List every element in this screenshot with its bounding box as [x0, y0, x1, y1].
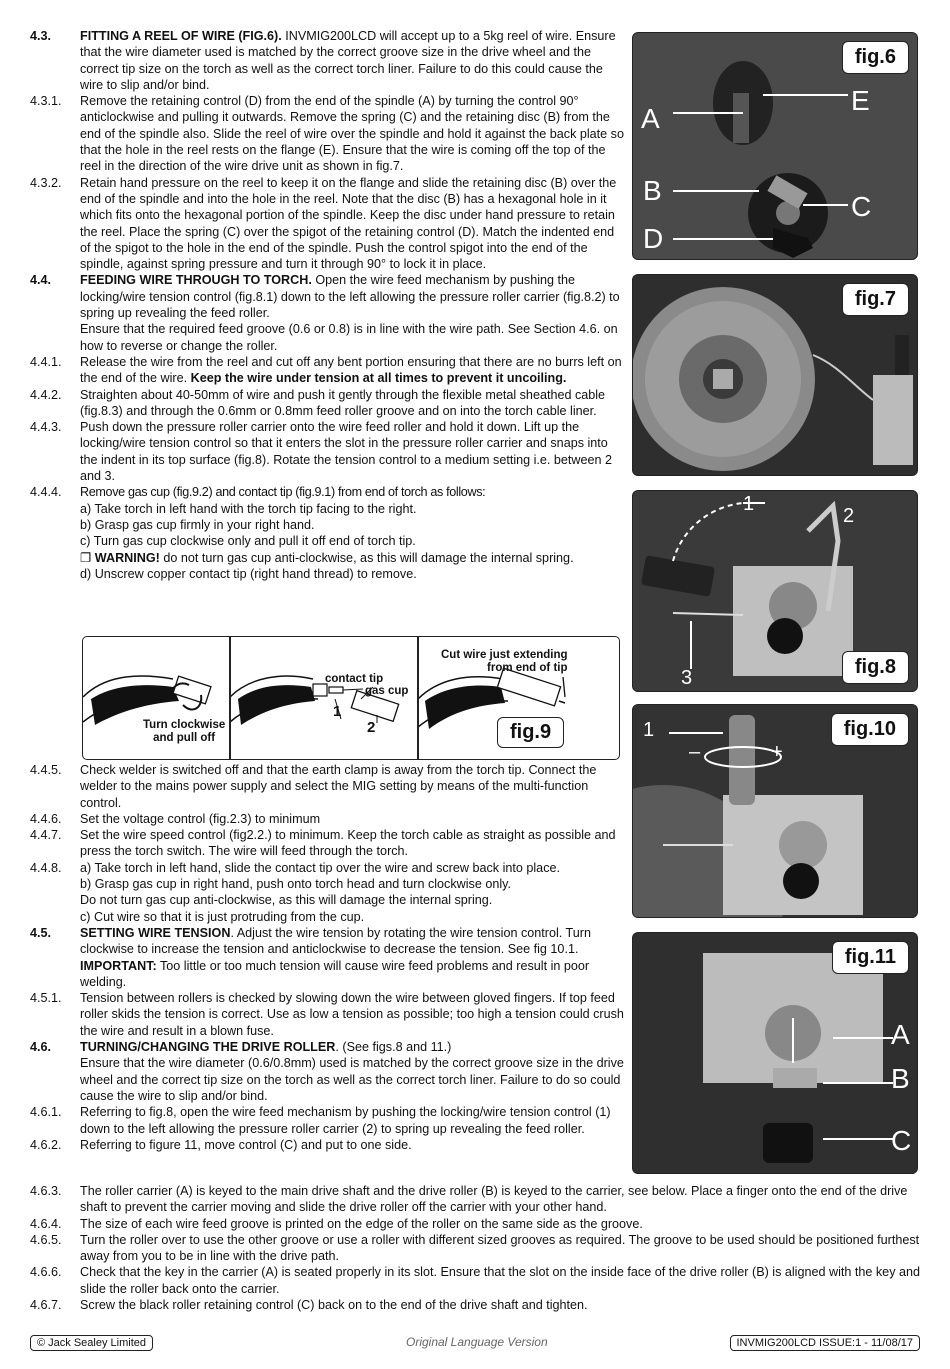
fig9-cut-wire-caption: Cut wire just extending from end of tip — [441, 649, 568, 674]
step-number: 4.4.4. — [30, 485, 62, 500]
step-4-4-1 — [30, 354, 624, 387]
step-b: b) Grasp gas cup firmly in your right hand. — [80, 517, 315, 532]
step-number: 4.6.2. — [30, 1137, 62, 1152]
step-4-6-1 — [30, 1104, 624, 1137]
figure-10 — [632, 704, 918, 918]
callout-c: C — [891, 1125, 912, 1156]
figure-7 — [632, 274, 918, 476]
step-4-6-2 — [30, 1137, 624, 1153]
section-text: . Adjust the wire tension by rotating the wire tension control. Turn clockwise to increase the tension and anticlockwise to decrease the tension. See fig 10.1. — [80, 925, 591, 957]
section-4-3 — [30, 28, 624, 93]
section-number: 4.6. — [30, 1040, 52, 1055]
warning-text: do not turn gas cup anti-clockwise, as this will damage the internal spring. — [159, 550, 574, 565]
step-4-4-8 — [30, 860, 624, 925]
section-title: TURNING/CHANGING THE DRIVE ROLLER — [80, 1040, 336, 1055]
step-b: b) Grasp gas cup in right hand, push onto torch head and turn clockwise only. — [80, 877, 512, 892]
step-number: 4.4.3. — [30, 420, 62, 435]
step-4-4-2 — [30, 387, 624, 420]
step-text: Remove the retaining control (D) from the end of the spindle (A) by turning the control 90° anticlockwise and pulling it outwards. Remove the spring (C) and the retaining disc (B) from the end of the spindle also. Slide the reel of wire over the spindle and hold it against the back plate so that the hole in the reel rests on the flange (E). Ensure that the wire is coming off the top of the reel in the direction of the wire drive unit as shown in fig.7. — [80, 94, 624, 174]
important-text: Too little or too much tension will cause wire feed problems and result in poor welding. — [80, 958, 590, 989]
step-number: 4.6.3. — [30, 1184, 62, 1198]
full-width-steps — [30, 1183, 920, 1313]
step-number: 4.4.7. — [30, 828, 62, 843]
section-4-5 — [30, 925, 624, 990]
step-text: Tension between rollers is checked by slowing down the wire between gloved fingers. If top feed roller skids the tension is correct. Use as low a tension as possible; too high a tension could crush the wire and result in a blown fuse. — [80, 991, 624, 1038]
fig9-label: fig.9 — [497, 717, 564, 748]
callout-c: C — [851, 191, 872, 222]
step-4-4-7 — [30, 827, 624, 860]
step-text: Set the wire speed control (fig2.2.) to minimum. Keep the torch cable as straight as possible and press the torch switch. The wire will feed through the torch. — [80, 828, 616, 859]
step-number: 4.6.7. — [30, 1298, 62, 1313]
step-number: 4.4.8. — [30, 860, 62, 875]
step-number: 4.4.1. — [30, 354, 62, 369]
fig6-label: fig.6 — [842, 41, 909, 74]
step-number: 4.4.2. — [30, 387, 62, 402]
step-4-4-4 — [30, 484, 624, 582]
figure-9 — [82, 636, 620, 760]
callout-3: 3 — [681, 667, 693, 689]
section-title: FITTING A REEL OF WIRE (FIG.6). — [80, 29, 282, 43]
fig9-number-2: 2 — [367, 719, 376, 736]
callout-b: B — [643, 175, 662, 206]
step-4-6-3 — [30, 1183, 920, 1216]
step-4-4-6 — [30, 811, 624, 827]
step-text: Referring to figure 11, move control (C) and put to one side. — [80, 1137, 412, 1152]
callout-e: E — [851, 85, 870, 116]
step-4-6-5 — [30, 1232, 920, 1265]
section-text-2: Ensure that the required feed groove (0.6 or 0.8) is in line with the wire path. See Section 4.6. on how to reverse or change the roller. — [80, 322, 618, 353]
important-label: IMPORTANT: — [80, 958, 157, 973]
warning-line — [80, 551, 574, 565]
figure-6 — [632, 32, 918, 260]
footer-model-issue — [730, 1337, 921, 1349]
fig9-divider — [417, 637, 419, 759]
left-column-lower — [30, 762, 624, 1153]
step-number: 4.5.1. — [30, 991, 62, 1006]
callout-plus: + — [771, 741, 783, 763]
left-column — [30, 28, 624, 582]
step-4-4-5 — [30, 762, 624, 811]
step-text: Check welder is switched off and that the earth clamp is away from the torch tip. Connect the welder to the mains power supply and select the MIG setting by means of the multi-function control. — [80, 763, 597, 810]
step-4-3-1 — [30, 93, 624, 174]
footer-language: Original Language Version — [406, 1335, 548, 1349]
fig11-label: fig.11 — [832, 941, 909, 974]
figure-8 — [632, 490, 918, 692]
step-number: 4.3.1. — [30, 94, 62, 109]
step-4-3-2 — [30, 175, 624, 273]
step-bold-text: Keep the wire under tension at all times to prevent it uncoiling. — [190, 371, 567, 386]
section-text: INVMIG200LCD will accept up to a 5kg reel of wire. Ensure that the wire diameter used is matched by the correct groove size in the drive wheel and the correct tip size on the torch as well as the correct torch liner. Failure to do this could cause the wire to slip and/or bind. — [80, 29, 616, 92]
copyright-text: © Jack Sealey Limited — [30, 1335, 153, 1351]
callout-2: 2 — [843, 505, 855, 527]
step-text: Straighten about 40-50mm of wire and push it gently through the flexible metal sheathed cable (fig.8.3) and through the 0.6mm or 0.8mm feed roller groove and on into the torch cable liner. — [80, 387, 606, 418]
section-4-4 — [30, 272, 624, 353]
section-number: 4.3. — [30, 29, 52, 43]
footer-copyright — [30, 1337, 153, 1349]
step-a: a) Take torch in left hand, slide the contact tip over the wire and screw back into place. — [80, 860, 560, 875]
fig8-label: fig.8 — [842, 651, 909, 684]
callout-a: A — [891, 1019, 910, 1050]
step-4-4-3 — [30, 419, 624, 484]
step-number: 4.6.4. — [30, 1216, 62, 1231]
section-number: 4.5. — [30, 925, 52, 940]
step-text: Set the voltage control (fig.2.3) to minimum — [80, 811, 321, 826]
step-number: 4.3.2. — [30, 175, 62, 190]
section-title: FEEDING WIRE THROUGH TO TORCH. — [80, 273, 312, 288]
step-a: a) Take torch in left hand with the torch tip facing to the right. — [80, 501, 417, 516]
callout-a: A — [641, 103, 660, 134]
warning-box-icon: ❐ — [80, 550, 95, 565]
step-b-note: Do not turn gas cup anti-clockwise, as this will damage the internal spring. — [80, 893, 493, 908]
warning-label: WARNING! — [94, 550, 160, 565]
model-issue-text: INVMIG200LCD ISSUE:1 - 11/08/17 — [730, 1335, 921, 1351]
step-text: Screw the black roller retaining control (C) back on to the end of the drive shaft and tighten. — [80, 1298, 588, 1313]
fig7-label: fig.7 — [842, 283, 909, 316]
step-c: c) Turn gas cup clockwise only and pull it off end of torch tip. — [80, 534, 416, 549]
step-text: Check that the key in the carrier (A) is seated properly in its slot. Ensure that the slot on the inside face of the drive roller (B) is aligned with the key and slide the roller back onto the carrier. — [80, 1265, 920, 1296]
step-4-6-7 — [30, 1297, 920, 1313]
step-text: The size of each wire feed groove is printed on the edge of the roller on the same side as the groove. — [80, 1216, 643, 1231]
step-4-6-6 — [30, 1264, 920, 1297]
fig9-gas-cup-label: gas cup — [365, 685, 409, 697]
step-text: Push down the pressure roller carrier onto the wire feed roller and hold it down. Lift up the locking/wire tension control so that it enters the slot in the pressure roller carrier and snaps into the indent in its top surface (fig.8). Rotate the tension control to a medium setting i.e. between 2 and 3. — [80, 420, 613, 484]
step-d: d) Unscrew copper contact tip (right hand thread) to remove. — [80, 566, 417, 581]
step-text: The roller carrier (A) is keyed to the main drive shaft and the drive roller (B) is keyed to the carrier, see below. Place a finger onto the end of the drive shaft to prevent the carrier moving and slide the drive roller off the carrier with your other hand. — [80, 1184, 908, 1215]
section-text: Open the wire feed mechanism by pushing the locking/wire tension control (fig.8.1) down to the left allowing the pressure roller carrier (fig.8.2) to spring up revealing the feed roller. — [80, 273, 620, 321]
step-text: Retain hand pressure on the reel to keep it on the flange and slide the retaining disc (B) over the end of the spindle and into the hole in the reel. Note that the disc (B) has a hexagonal hole in it which fits onto the hexagonal portion of the spindle. Keep the disc under hand pressure to retain the reel. Place the spring (C) over the spigot of the retaining control (D). Match the indented end of the spigot to the hole in the end of the spindle. Push the control spigot into the end of the spindle, against spring pressure and turn it through 90° to lock it in place. — [80, 175, 617, 272]
fig9-turn-caption: Turn clockwise and pull off — [143, 719, 226, 744]
step-number: 4.4.5. — [30, 763, 62, 777]
step-number: 4.4.6. — [30, 811, 62, 826]
step-text: Referring to fig.8, open the wire feed mechanism by pushing the locking/wire tension control (1) down to the left allowing the pressure roller carrier (2) to spring up revealing the feed roller. — [80, 1105, 611, 1136]
callout-b: B — [891, 1063, 910, 1094]
callout-1: 1 — [743, 493, 755, 515]
fig9-divider — [229, 637, 231, 759]
step-4-6-4 — [30, 1216, 920, 1232]
figure-11 — [632, 932, 918, 1174]
fig9-number-1: 1 — [333, 703, 342, 720]
section-text-2: Ensure that the wire diameter (0.6/0.8mm) used is matched by the correct groove size in the drive wheel and the correct tip size on the torch as well as the correct torch liner. Failure to do so could cause the wire to slip and/or bind. — [80, 1056, 624, 1103]
step-text: Turn the roller over to use the other groove or use a roller with different sized grooves as required. The groove to be used should be positioned furthest away from you to be in line with the drive path. — [80, 1232, 920, 1264]
fig10-label: fig.10 — [831, 713, 909, 746]
step-lead: Remove gas cup (fig.9.2) and contact tip (fig.9.1) from end of torch as follows: — [80, 485, 486, 500]
step-number: 4.6.6. — [30, 1265, 62, 1280]
step-number: 4.6.5. — [30, 1232, 62, 1247]
callout-d: D — [643, 223, 664, 254]
section-number: 4.4. — [30, 273, 52, 288]
fig9-contact-tip-label: contact tip — [325, 673, 384, 685]
step-text: Release the wire from the reel and cut off any bent portion ensuring that there are no burrs left on the end of the wire. — [80, 354, 622, 386]
section-text: . (See figs.8 and 11.) — [335, 1040, 452, 1055]
section-title: SETTING WIRE TENSION — [80, 925, 231, 940]
section-4-6 — [30, 1039, 624, 1104]
callout-minus: – — [689, 741, 701, 763]
step-number: 4.6.1. — [30, 1105, 62, 1120]
step-4-5-1 — [30, 990, 624, 1039]
callout-1: 1 — [643, 719, 655, 741]
step-c: c) Cut wire so that it is just protruding from the cup. — [80, 909, 365, 924]
